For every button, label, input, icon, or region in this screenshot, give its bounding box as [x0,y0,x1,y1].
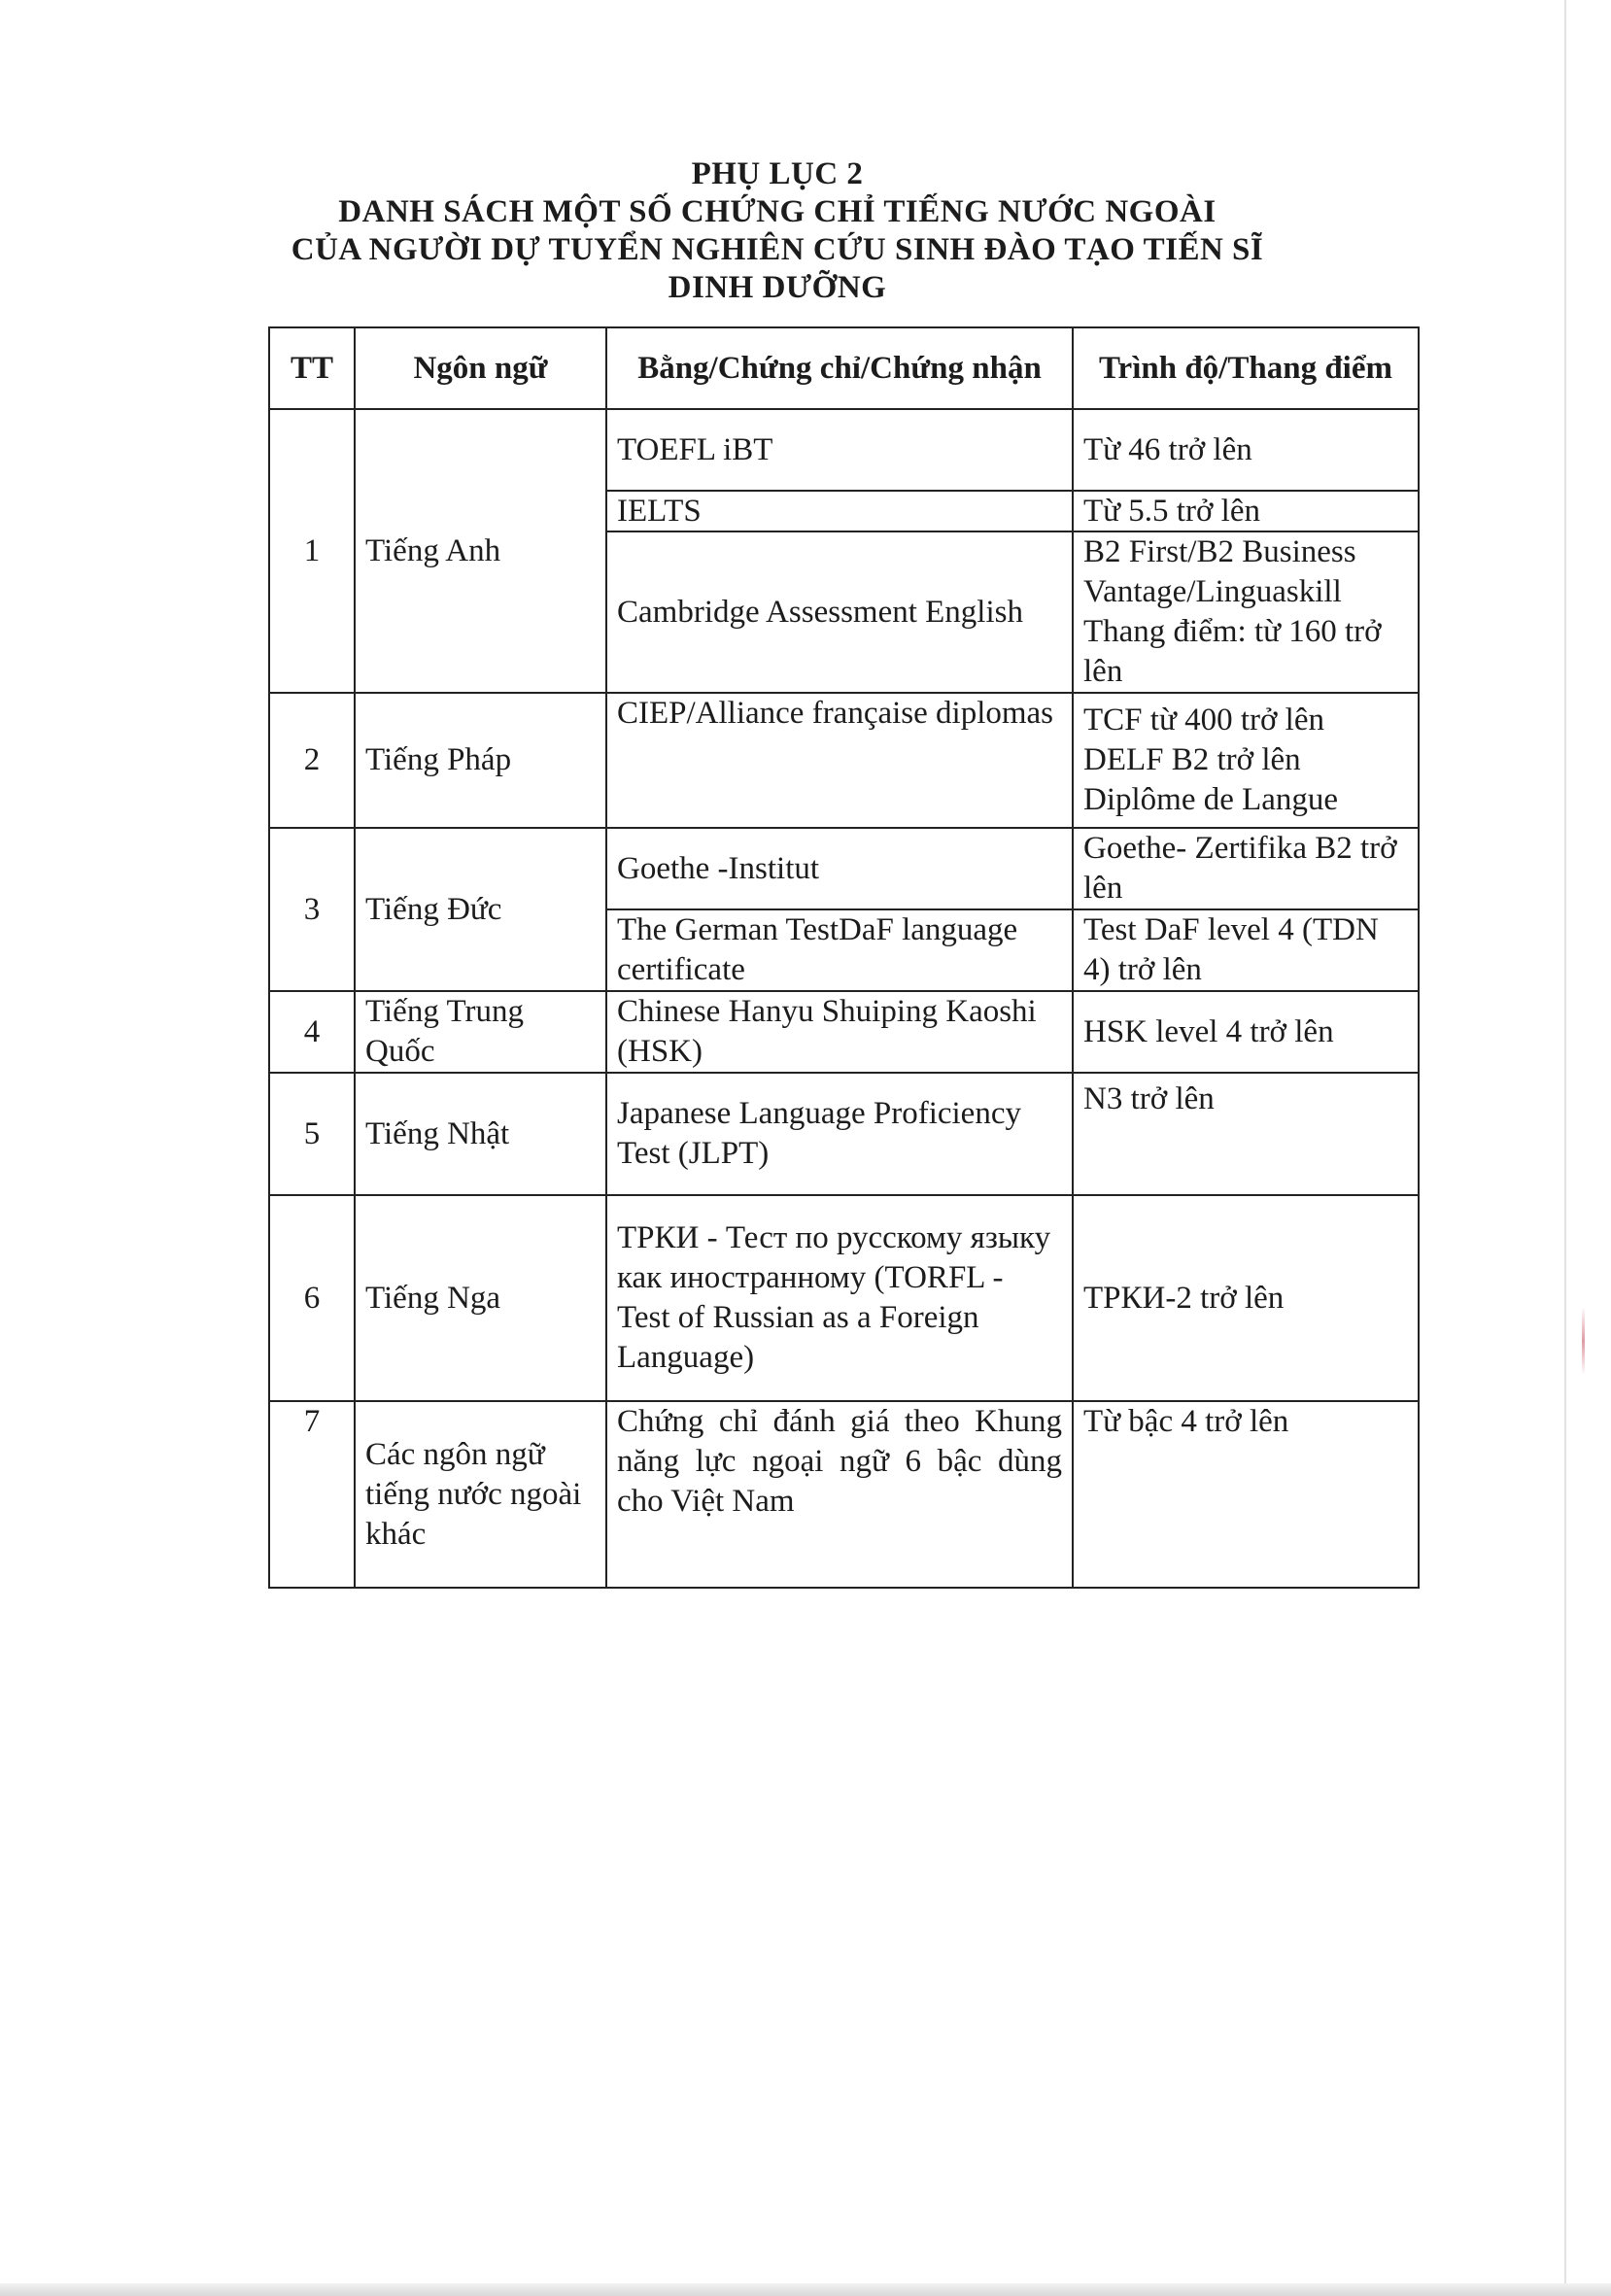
cell-tt: 7 [269,1401,355,1588]
cell-tt: 3 [269,828,355,991]
page-edge [1564,0,1566,2296]
cell-level: ТРКИ-2 trở lên [1073,1195,1419,1401]
cell-tt: 5 [269,1073,355,1195]
cell-level: B2 First/B2 Business Vantage/Linguaskill Thang điểm: từ 160 trở lên [1073,531,1419,693]
table-row [269,1073,1419,1195]
header-tt: TT [269,327,355,409]
document-heading [0,155,1555,307]
table-header-row [269,327,1419,409]
cell-certificate: CIEP/Alliance française diplomas [606,693,1073,828]
cell-level: Từ 5.5 trở lên [1073,491,1419,531]
header-level: Trình độ/Thang điểm [1073,327,1419,409]
cell-language: Tiếng Đức [355,828,606,991]
cell-language: Tiếng Anh [355,409,606,693]
cell-level: Goethe- Zertifika B2 trở lên [1073,828,1419,909]
cell-level: Từ 46 trở lên [1073,409,1419,491]
cell-certificate: Cambridge Assessment English [606,531,1073,693]
cell-certificate: Chứng chỉ đánh giá theo Khung năng lực ngoại ngữ 6 bậc dùng cho Việt Nam [606,1401,1073,1588]
table-row [269,1195,1419,1401]
cell-level: Test DaF level 4 (TDN 4) trở lên [1073,909,1419,991]
cell-language: Tiếng Pháp [355,693,606,828]
cell-tt: 4 [269,991,355,1073]
cell-tt: 2 [269,693,355,828]
table-row [269,828,1419,909]
table-row [269,693,1419,828]
appendix-title: PHỤ LỤC 2 [691,156,864,191]
heading-line-3: CỦA NGƯỜI DỰ TUYỂN NGHIÊN CỨU SINH ĐÀO TẠO TIẾN SĨ [291,232,1264,267]
cell-certificate: TOEFL iBT [606,409,1073,491]
table-row [269,1401,1419,1588]
scan-bottom-edge [0,2283,1611,2296]
heading-line-2: DANH SÁCH MỘT SỐ CHỨNG CHỈ TIẾNG NƯỚC NGOÀI [338,194,1217,229]
cell-level: TCF từ 400 trở lên DELF B2 trở lên Diplôme de Langue [1073,693,1419,828]
cell-language: Tiếng Nhật [355,1073,606,1195]
cell-certificate: The German TestDaF language certificate [606,909,1073,991]
header-certificate: Bằng/Chứng chỉ/Chứng nhận [606,327,1073,409]
cell-level: Từ bậc 4 trở lên [1073,1401,1419,1588]
cell-certificate: Japanese Language Proficiency Test (JLPT) [606,1073,1073,1195]
cell-tt: 6 [269,1195,355,1401]
cell-certificate: ТРКИ - Тест по русскому языку как иностранному (TORFL - Test of Russian as a Foreign Language) [606,1195,1073,1401]
certificate-table [268,326,1420,1589]
heading-line-4: DINH DƯỠNG [668,270,887,305]
cell-level: N3 trở lên [1073,1073,1419,1195]
cell-language: Tiếng Nga [355,1195,606,1401]
cell-level: HSK level 4 trở lên [1073,991,1419,1073]
cell-certificate: Goethe -Institut [606,828,1073,909]
table-row [269,409,1419,491]
cell-language: Tiếng Trung Quốc [355,991,606,1073]
table-row [269,991,1419,1073]
cell-tt: 1 [269,409,355,693]
cell-language: Các ngôn ngữ tiếng nước ngoài khác [355,1401,606,1588]
scan-mark [1582,1307,1585,1375]
cell-certificate: Chinese Hanyu Shuiping Kaoshi (HSK) [606,991,1073,1073]
cell-certificate: IELTS [606,491,1073,531]
header-language: Ngôn ngữ [355,327,606,409]
